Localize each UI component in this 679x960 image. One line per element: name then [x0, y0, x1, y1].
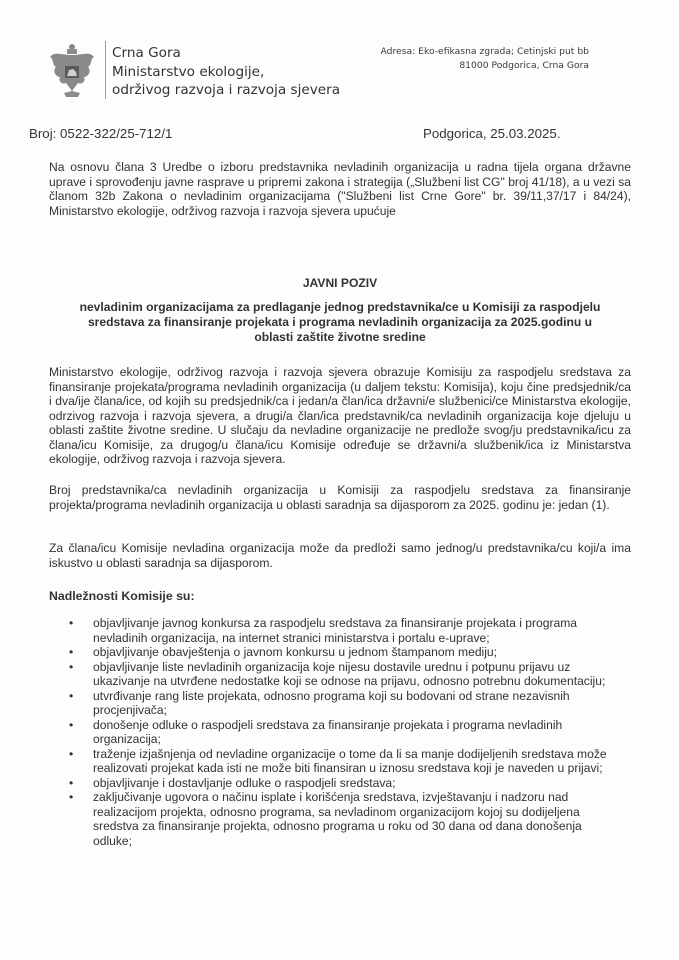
ministry-name-line-1: Ministarstvo ekologije,	[112, 63, 265, 80]
header-divider	[105, 41, 106, 99]
document-title: JAVNI POZIV	[302, 276, 378, 290]
bullet-icon: •	[69, 688, 74, 703]
body-paragraph-eligibility: Za člana/icu Komisije nevladina organizacija može da predloži samo jednog/u predstavnika/cu koji/a ima iskustvo u oblasti saradnja sa dijasporom.	[49, 541, 631, 570]
duty-text: donošenje odluke o raspodjeli sredstava za finansiranje projekata i programa nevladinih organizacija;	[93, 717, 563, 746]
bullet-icon: •	[69, 616, 74, 630]
list-item	[49, 747, 609, 776]
bullet-icon: •	[69, 659, 74, 674]
list-item	[49, 718, 609, 747]
list-item	[49, 616, 609, 645]
coat-of-arms-icon	[48, 41, 96, 99]
duty-text: objavljivanje obavještenja o javnom konkursu u jednom štampanom mediju;	[93, 645, 498, 659]
institution-name	[112, 44, 340, 100]
bullet-icon: •	[69, 790, 74, 804]
bullet-icon: •	[69, 645, 74, 659]
address-line-1: Adresa: Eko-efikasna zgrada; Cetinjski put bb	[380, 46, 589, 57]
document-subtitle	[49, 300, 631, 344]
list-item	[49, 790, 609, 848]
reference-number: Broj: 0522-322/25-712/1	[29, 126, 173, 141]
list-item	[49, 645, 609, 660]
address-block	[381, 45, 589, 73]
list-item	[49, 689, 609, 718]
body-paragraph-commission: Ministarstvo ekologije, održivog razvoja i razvoja sjevera obrazuje Komisiju za raspodjelu sredstava za finansiranje projekata/programa nevladinih organizacija (u daljem tekstu: Komisija), koju čine predsjednik/ca i dva/ije člana/ice, od kojih su predsjednik/ca i jedan/a član/ica državni/e službenici/ce Ministarstva ekologije, odrzivog razvoja i razvoja sjevera, a drugi/a član/ica predstavnik/ca nevladinih organizacija koje djeluju u oblasti zaštite životne sredine. U slučaju da nevladine organizacije ne predlože svog/ju predstavnika/icu za člana/icu Komisije, za drugog/u člana/icu Komisije određuje se državni/a službenik/ica iz Ministarstva ekologije, održivog razvoja i razvoja sjevera.	[49, 365, 631, 466]
subtitle-line-3: oblasti zaštite životne sredine	[254, 329, 426, 344]
bullet-icon: •	[69, 717, 74, 732]
duty-text: objavljivanje i dostavljanje odluke o raspodjeli sredstava;	[93, 775, 396, 790]
bullet-icon: •	[69, 746, 74, 761]
place-date: Podgorica, 25.03.2025.	[423, 126, 561, 141]
address-line-2: 81000 Podgorica, Crna Gora	[459, 60, 589, 71]
subtitle-line-2: sredstava za finansiranje projekata i programa nevladinih organizacija za 2025.godinu u	[87, 314, 593, 329]
subtitle-line-1: nevladinim organizacijama za predlaganje jednog predstavnika/ce u Komisiji za raspodjelu	[79, 300, 601, 314]
list-item	[49, 660, 609, 689]
duties-title: Nadležnosti Komisije su:	[49, 589, 195, 603]
duty-text: traženje izjašnjenja od nevladine organizacije o tome da li sa manje dodijeljenih sredstava može realizovati projekat kada isti ne može biti finansiran u iznosu sredstava koji je naveden u prijavi;	[93, 746, 607, 775]
list-item	[49, 776, 609, 791]
country-name: Crna Gora	[112, 45, 181, 61]
duty-text: objavljivanje liste nevladinih organizacija koje nijesu dostavile urednu i potpunu prijavu uz ukazivanje na utvrđene nedostatke koji se odnose na prijavu, odnosno potrebnu dokumentaciju;	[93, 659, 606, 688]
duty-text: objavljivanje javnog konkursa za raspodjelu sredstava za finansiranje projekata i programa nevladinih organizacija, na internet stranici ministarstva i portalu e-uprave;	[93, 616, 578, 645]
ministry-name-line-2: održivog razvoja i razvoja sjevera	[112, 82, 341, 98]
bullet-icon: •	[69, 775, 74, 790]
body-paragraph-representatives: Broj predstavnika/ca nevladinih organizacija u Komisiji za raspodjelu sredstava za finansiranje projekta/programa nevladinih organizacija u oblasti saradnja sa dijasporom za 2025. godinu je: jedan (1).	[49, 483, 631, 512]
intro-paragraph: Na osnovu člana 3 Uredbe o izboru predstavnika nevladinih organizacija u radna tijela organa državne uprave i sprovođenju javne rasprave u pripremi zakona i strategija („Službeni list CG" broj 41/18), a u vezi sa članom 32b Zakona o nevladinim organizacijama ("Službeni list Crne Gore" br. 39/11,37/17 i 84/24), Ministarstvo ekologije, održivog razvoja i razvoja sjevera upućuje	[49, 160, 631, 218]
duties-list	[49, 616, 609, 848]
duty-text: zaključivanje ugovora o načinu isplate i korišćenja sredstava, izvještavanju i nadzoru nad realizacijom projekta, odnosno programa, sa nevladinom organizacijom kojoj su dodijeljena sredstva za finansiranje projekta, odnosno programa u roku od 30 dana od dana donošenja odluke;	[93, 790, 582, 848]
duty-text: utvrđivanje rang liste projekata, odnosno programa koji su bodovani od strane nezavisnih procjenjivača;	[93, 688, 570, 717]
